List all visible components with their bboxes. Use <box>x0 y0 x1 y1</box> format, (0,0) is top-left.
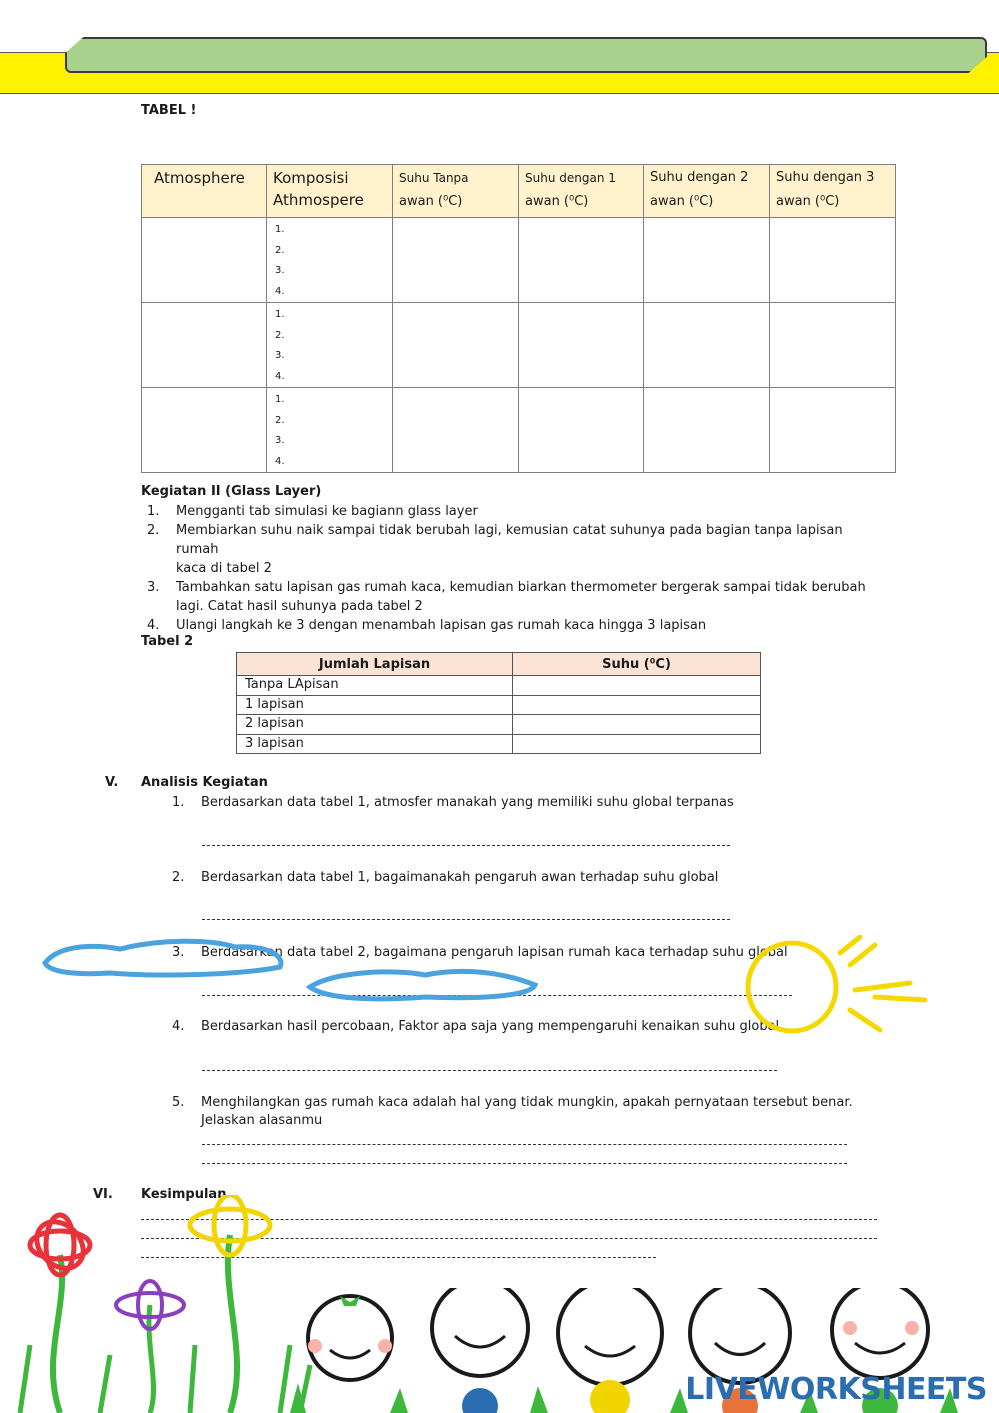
list-number: 1. <box>275 309 285 320</box>
input-cell[interactable] <box>644 218 770 303</box>
input-cell[interactable] <box>142 303 267 388</box>
list-number: 2. <box>275 414 285 426</box>
list-number: 3. <box>275 350 285 361</box>
answer-line[interactable] <box>202 845 730 846</box>
input-cell[interactable] <box>513 676 761 696</box>
question-number: 3. <box>172 945 185 960</box>
table-row <box>237 695 761 715</box>
input-cell[interactable] <box>142 218 267 303</box>
table-row <box>237 676 761 696</box>
header-text: Athmospere <box>273 191 364 209</box>
step-number: 2. <box>147 523 160 538</box>
tabel1-header-suhu-3-awan <box>770 165 896 218</box>
list-number: 3. <box>275 435 285 446</box>
liveworksheets-watermark: LIVEWORKSHEETS <box>685 1372 987 1407</box>
question-number: 2. <box>172 870 185 885</box>
header-text: awan (⁰C) <box>776 194 840 209</box>
list-number: 4. <box>275 285 285 297</box>
tabel2-header-jumlah-lapisan: Jumlah Lapisan <box>237 653 513 676</box>
step-text: Mengganti tab simulasi ke bagiann glass layer <box>176 504 478 519</box>
answer-line[interactable] <box>202 1144 847 1145</box>
list-number: 2. <box>275 329 285 341</box>
question-text: Berdasarkan data tabel 1, bagaimanakah pengaruh awan terhadap suhu global <box>201 870 719 885</box>
input-cell[interactable] <box>644 388 770 473</box>
header-banner-green <box>65 37 987 73</box>
tabel2 <box>236 652 761 754</box>
table-row <box>237 734 761 754</box>
step-text: lagi. Catat hasil suhunya pada tabel 2 <box>176 599 423 614</box>
tabel2-title: Tabel 2 <box>141 634 194 649</box>
list-item <box>141 578 881 616</box>
header-text: awan (⁰C) <box>399 194 463 209</box>
header-text: Suhu Tanpa <box>399 171 469 185</box>
step-text: Membiarkan suhu naik sampai tidak berubah lagi, kemusian catat suhunya pada bagian tanpa lapisan rumah <box>176 523 843 557</box>
tabel1-header-suhu-tanpa-awan <box>393 165 519 218</box>
answer-line[interactable] <box>202 1163 847 1164</box>
cloud-left-icon <box>40 935 290 980</box>
section-v-title: Analisis Kegiatan <box>141 775 268 790</box>
header-text: awan (⁰C) <box>650 194 714 209</box>
list-number: 3. <box>275 265 285 276</box>
header-text: Suhu dengan 2 <box>650 170 749 185</box>
input-cell[interactable] <box>393 388 519 473</box>
step-number: 3. <box>147 580 160 595</box>
section-vi-title: Kesimpulan <box>141 1187 227 1202</box>
step-text: Tambahkan satu lapisan gas rumah kaca, kemudian biarkan thermometer bergerak sampai tidak berubah <box>176 580 866 595</box>
question-number: 4. <box>172 1019 185 1034</box>
step-text: Ulangi langkah ke 3 dengan menambah lapisan gas rumah kaca hingga 3 lapisan <box>176 618 707 633</box>
question-text: Menghilangkan gas rumah kaca adalah hal yang tidak mungkin, apakah pernyataan tersebut benar. <box>201 1095 853 1110</box>
table-row <box>237 715 761 735</box>
list-item <box>141 502 881 521</box>
tabel1-title: TABEL ! <box>141 103 197 118</box>
input-cell[interactable] <box>393 303 519 388</box>
question-number: 1. <box>172 795 185 810</box>
header-text: awan (⁰C) <box>525 194 589 209</box>
cloud-middle-icon <box>305 965 545 1005</box>
tabel2-header-row <box>237 653 761 676</box>
header-text: Komposisi <box>273 169 349 187</box>
list-item <box>141 521 881 578</box>
section-v-numeral: V. <box>105 775 119 790</box>
tabel1-header-suhu-1-awan <box>519 165 644 218</box>
tabel1-header-row <box>142 165 896 218</box>
tabel1 <box>141 164 896 473</box>
list-item <box>141 616 881 635</box>
komposisi-cell[interactable] <box>267 303 393 388</box>
header-text: Atmosphere <box>154 169 245 187</box>
answer-line[interactable] <box>202 919 730 920</box>
table-row <box>142 303 896 388</box>
input-cell[interactable] <box>519 388 644 473</box>
table-row <box>142 388 896 473</box>
step-number: 1. <box>147 504 160 519</box>
row-label: 1 lapisan <box>237 695 513 715</box>
input-cell[interactable] <box>513 695 761 715</box>
step-text: kaca di tabel 2 <box>176 561 272 576</box>
input-cell[interactable] <box>770 218 896 303</box>
komposisi-cell[interactable] <box>267 218 393 303</box>
step-number: 4. <box>147 618 160 633</box>
input-cell[interactable] <box>513 734 761 754</box>
input-cell[interactable] <box>770 388 896 473</box>
header-text: Suhu dengan 1 <box>525 171 616 185</box>
question-text: Jelaskan alasanmu <box>201 1113 323 1128</box>
list-number: 1. <box>275 394 285 405</box>
answer-line[interactable] <box>202 1070 777 1071</box>
question-text: Berdasarkan data tabel 1, atmosfer manakah yang memiliki suhu global terpanas <box>201 795 734 810</box>
tabel2-header-suhu: Suhu (⁰C) <box>513 653 761 676</box>
flowers-illustration-icon <box>0 1195 330 1413</box>
row-label: Tanpa LApisan <box>237 676 513 696</box>
list-number: 4. <box>275 370 285 382</box>
input-cell[interactable] <box>393 218 519 303</box>
question-text: Berdasarkan data tabel 2, bagaimana pengaruh lapisan rumah kaca terhadap suhu global <box>201 945 788 960</box>
input-cell[interactable] <box>519 218 644 303</box>
komposisi-cell[interactable] <box>267 388 393 473</box>
row-label: 3 lapisan <box>237 734 513 754</box>
tabel1-header-atmosphere <box>142 165 267 218</box>
sun-icon <box>700 935 930 1045</box>
input-cell[interactable] <box>142 388 267 473</box>
question-number: 5. <box>172 1095 185 1110</box>
input-cell[interactable] <box>644 303 770 388</box>
tabel1-header-komposisi <box>267 165 393 218</box>
input-cell[interactable] <box>513 715 761 735</box>
list-number: 2. <box>275 244 285 256</box>
list-number: 4. <box>275 455 285 467</box>
input-cell[interactable] <box>770 303 896 388</box>
input-cell[interactable] <box>519 303 644 388</box>
section-vi-numeral: VI. <box>93 1187 113 1202</box>
table-row <box>142 218 896 303</box>
row-label: 2 lapisan <box>237 715 513 735</box>
question-text: Berdasarkan hasil percobaan, Faktor apa saja yang mempengaruhi kenaikan suhu global <box>201 1019 780 1034</box>
header-text: Suhu dengan 3 <box>776 170 875 185</box>
list-number: 1. <box>275 224 285 235</box>
kegiatan2-steps <box>141 502 881 635</box>
kegiatan2-title: Kegiatan II (Glass Layer) <box>141 484 322 499</box>
tabel1-header-suhu-2-awan <box>644 165 770 218</box>
